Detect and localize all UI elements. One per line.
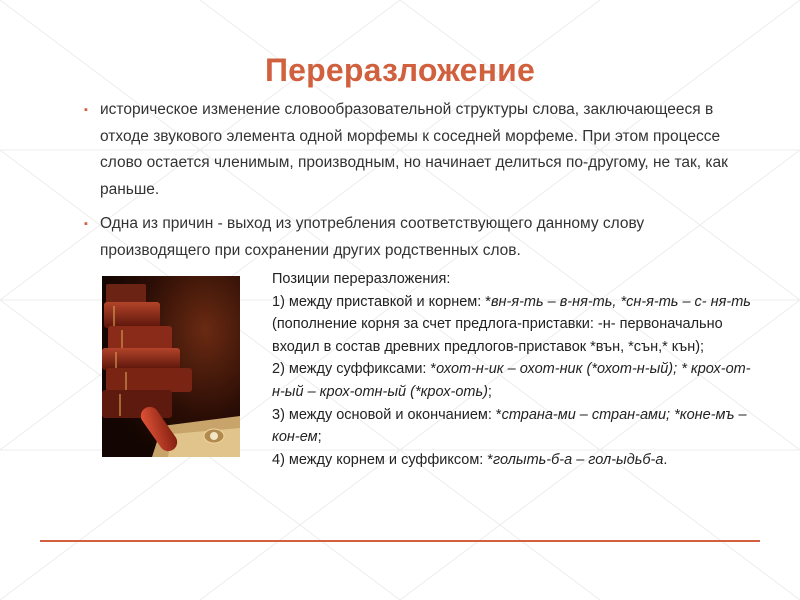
bullet-item — [84, 211, 734, 264]
bullet-marker-icon: ▪ — [84, 104, 88, 116]
bullet-text: историческое изменение словообразовательной структуры слова, заключающееся в отходе звукового элемента одной морфемы к соседней морфеме. При этом процессе слово остается членимым, производным, но начинает делиться по-другому, не так, как раньше. — [100, 101, 728, 198]
old-books-photo — [102, 276, 240, 457]
bullet-item — [84, 97, 734, 203]
bottom-divider — [40, 540, 760, 542]
bullet-text: Одна из причин - выход из употребления соответствующего данному слову производящего при сохранении других родственных слов. — [100, 215, 645, 259]
position-item-3: 3) между основой и окончанием: *страна-ми – стран-ами; *коне-мъ – кон-ем; — [272, 406, 747, 446]
bullet-list — [84, 97, 734, 272]
positions-block — [272, 268, 762, 471]
slide-title: Переразложение — [264, 52, 536, 88]
position-item-4: 4) между корнем и суффиксом: *голыть-б-а – гол-ыдьб-а. — [272, 451, 668, 468]
bullet-marker-icon: ▪ — [84, 218, 88, 230]
position-item-1: 1) между приставкой и корнем: *вн-я-ть – в-ня-ть, *сн-я-ть – с- ня-ть (пополнение корня за счет предлога-приставки: -н- первоначально входил в состав древних предлогов-приставок *вън, *сън,* кън); — [272, 293, 751, 355]
position-item-2: 2) между суффиксами: *охот-н-ик – охот-ник (*охот-н-ый); * крох-от-н-ый – крох-отн-ый (*крох-оть); — [272, 361, 751, 400]
positions-heading: Позиции переразложения: — [272, 271, 451, 287]
